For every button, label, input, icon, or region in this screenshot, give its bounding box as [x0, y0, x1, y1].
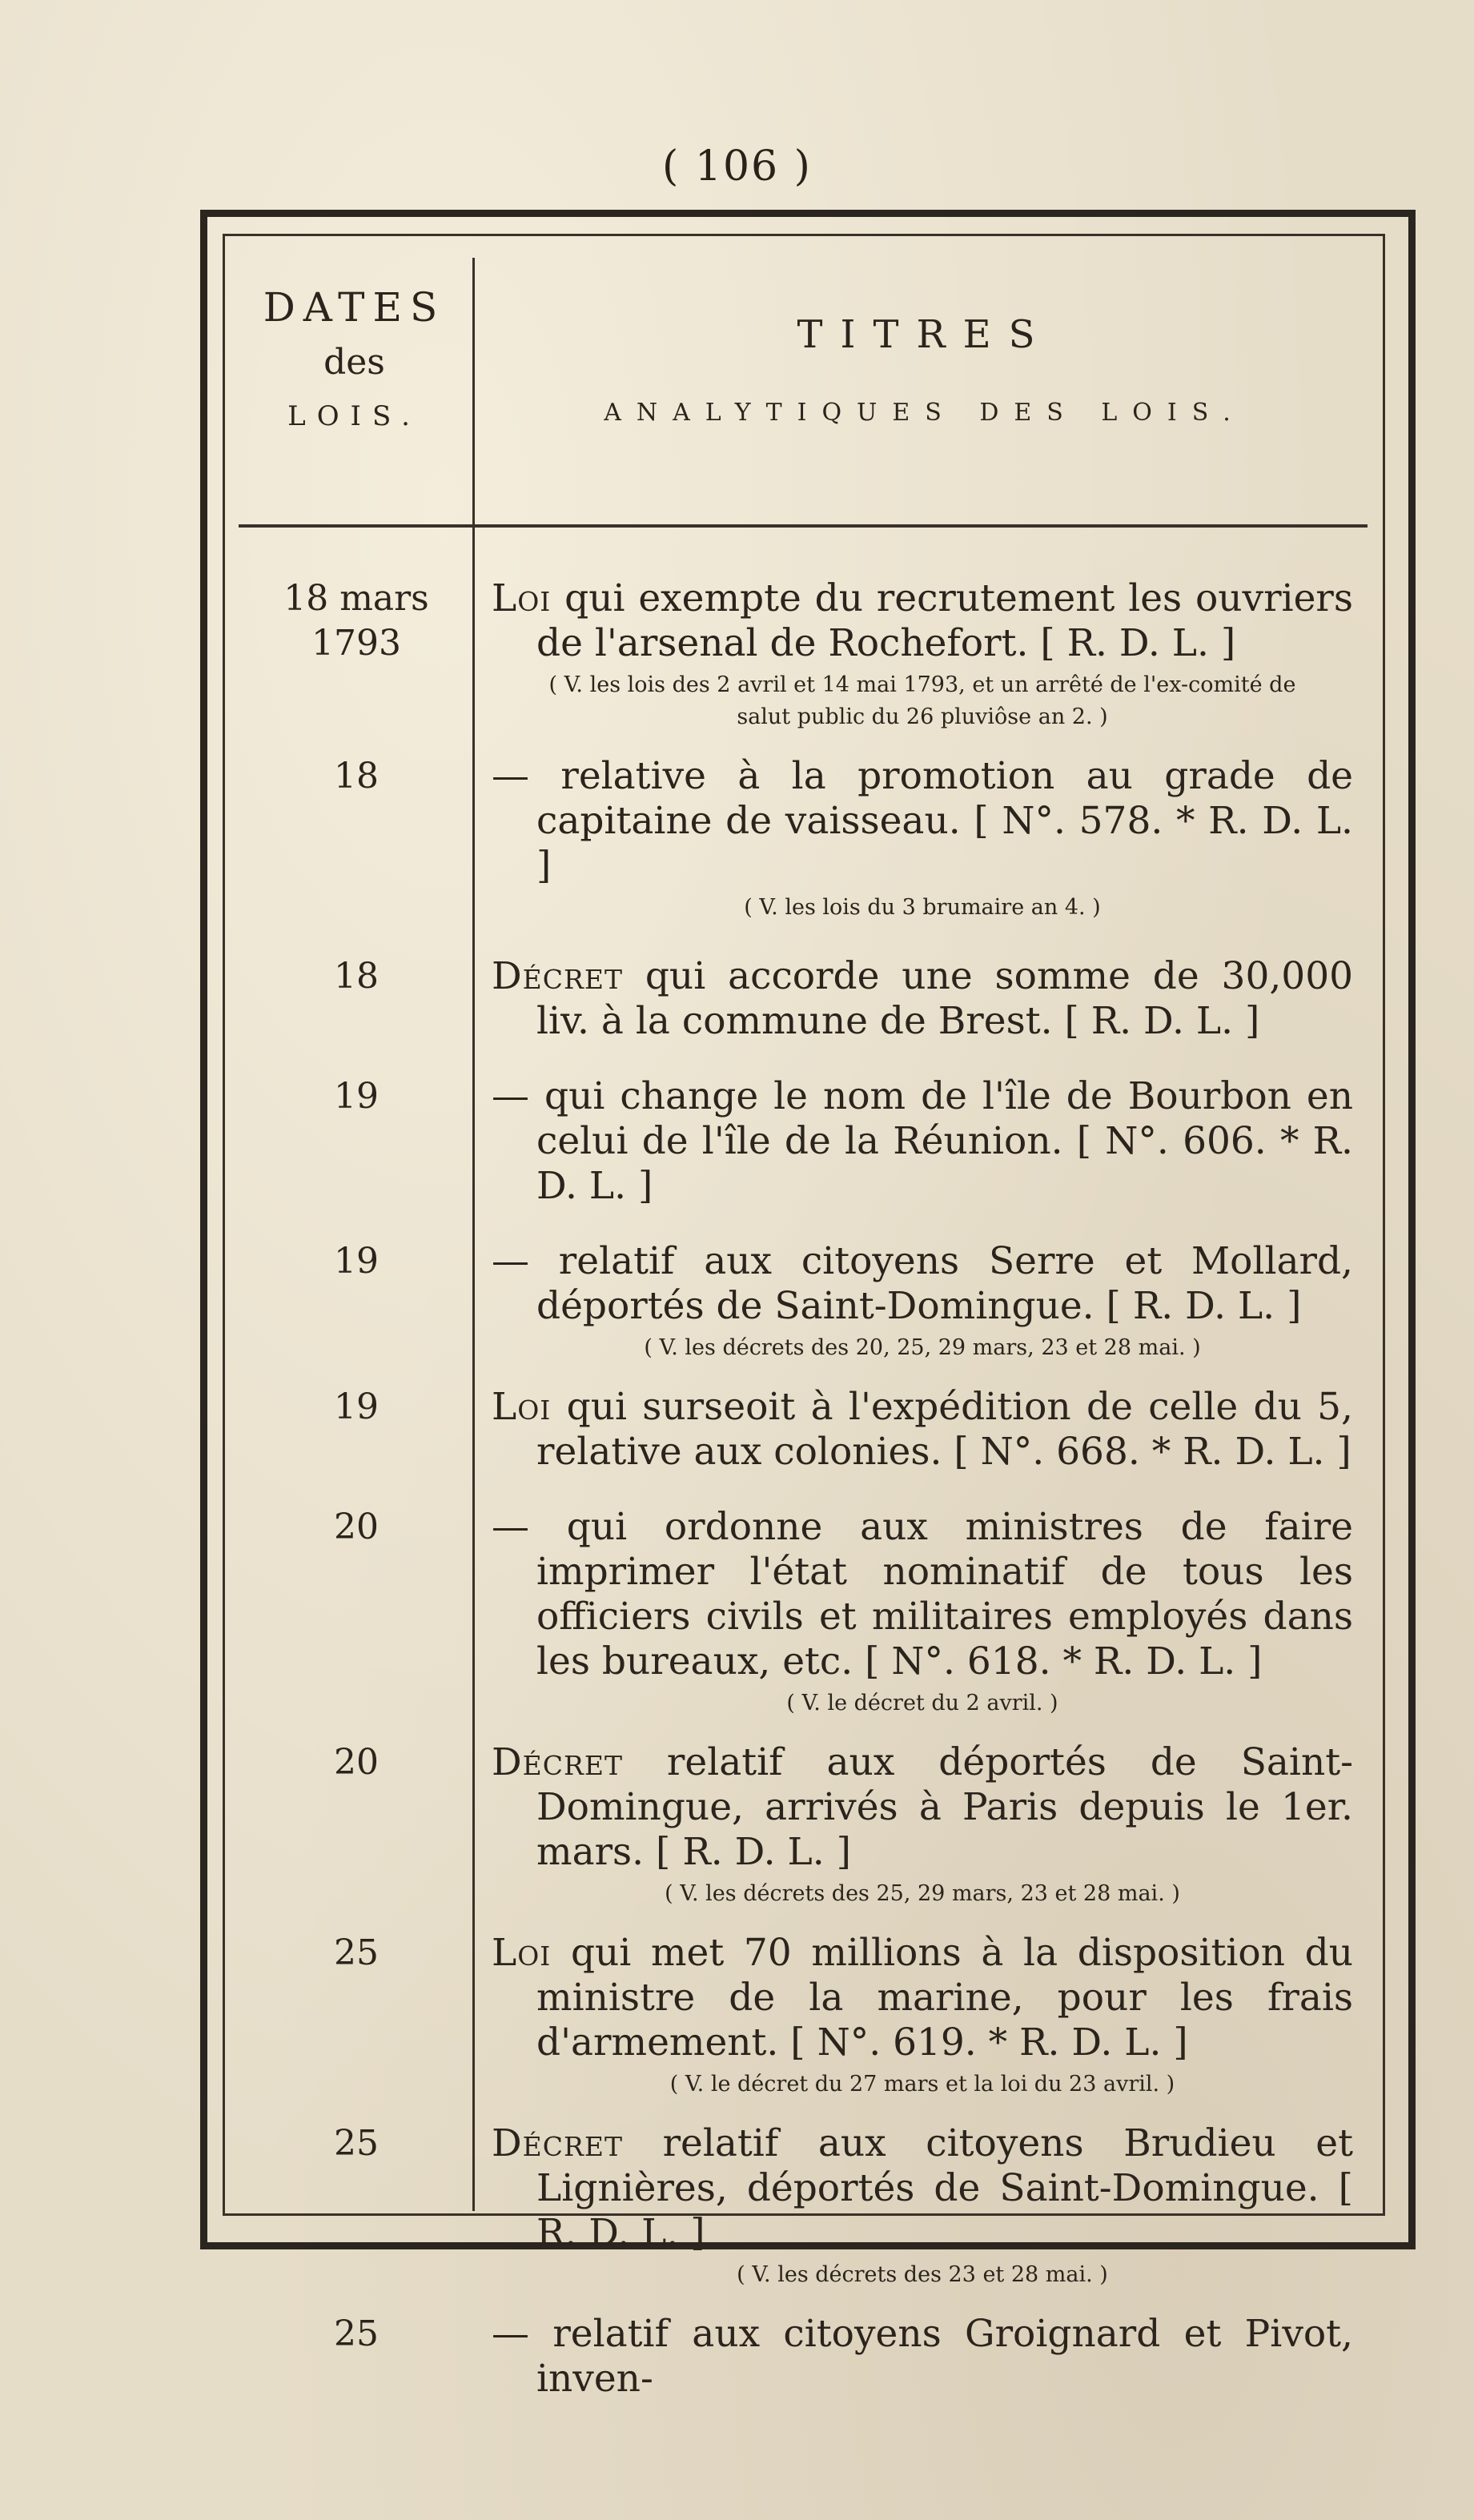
- date-day: 20: [334, 1507, 379, 1547]
- entry-body: qui exempte du recrutement les ouvriers de l'arsenal de Rochefort. [ R. D. L. ]: [536, 576, 1353, 665]
- header-des: des: [323, 342, 385, 383]
- law-entry: [240, 1740, 1369, 1910]
- dates-column-header: [240, 284, 468, 432]
- law-entry: [240, 1239, 1369, 1364]
- date-day: 19: [334, 1241, 379, 1282]
- entry-note: ( V. le décret du 27 mars et la loi du 23 avril. ): [669, 2072, 1175, 2097]
- entry-body: — qui change le nom de l'île de Bourbon en celui de l'île de la Réunion. [ N°. 606. * R. D. L. ]: [492, 1074, 1353, 1208]
- entry-date: [240, 2312, 472, 2402]
- entry-title: [472, 1239, 1353, 1364]
- date-day-month: 18 mars: [283, 578, 429, 619]
- titles-column-header: [480, 312, 1369, 427]
- entry-title: [472, 1505, 1353, 1719]
- date-day: 25: [334, 1932, 379, 1973]
- entry-date: [240, 576, 472, 733]
- entry-title: [472, 1074, 1353, 1209]
- entry-text: [492, 1740, 1353, 1875]
- entry-date: [240, 754, 472, 924]
- date-day: 19: [334, 1076, 379, 1117]
- entry-date: [240, 954, 472, 1044]
- entry-lead: Loi: [492, 1931, 552, 1975]
- entry-text: [492, 1239, 1353, 1329]
- entry-body: qui met 70 millions à la disposition du ministre de la marine, pour les frais d'armement. [ N°. 619. * R. D. L. ]: [536, 1931, 1353, 2065]
- law-entry: [240, 2312, 1369, 2402]
- entry-body: — qui ordonne aux ministres de faire imprimer l'état nominatif de tous les officiers civils et militaires employés dans les bureaux, etc. [ N°. 618. * R. D. L. ]: [492, 1505, 1353, 1683]
- entry-text: [492, 1931, 1353, 2065]
- entry-text: [492, 2121, 1353, 2256]
- date-day: 25: [334, 2313, 379, 2354]
- entry-body: relatif aux déportés de Saint-Domingue, arrivés à Paris depuis le 1er. mars. [ R. D. L. ]: [536, 1740, 1353, 1874]
- entry-body: — relative à la promotion au grade de capitaine de vaisseau. [ N°. 578. * R. D. L. ]: [492, 754, 1353, 888]
- entry-title: [472, 1931, 1353, 2101]
- entry-note: ( V. les décrets des 25, 29 mars, 23 et 28 mai. ): [665, 1881, 1180, 1906]
- entry-title: [472, 2312, 1353, 2402]
- law-entry: [240, 2121, 1369, 2291]
- entry-body: — relatif aux citoyens Groignard et Pivot, inven-: [492, 2312, 1353, 2401]
- entry-text: [492, 954, 1353, 1044]
- entry-title: [472, 954, 1353, 1044]
- entry-date: [240, 1505, 472, 1719]
- entry-text: [492, 1074, 1353, 1209]
- header-lois: LOIS.: [287, 400, 421, 432]
- entry-title: [472, 1385, 1353, 1475]
- entry-note: ( V. les décrets des 20, 25, 29 mars, 23 et 28 mai. ): [644, 1335, 1201, 1360]
- entry-title: [472, 576, 1353, 733]
- entry-date: [240, 1239, 472, 1364]
- law-entry: [240, 1385, 1369, 1475]
- date-day: 19: [334, 1386, 379, 1427]
- header-divider: [239, 524, 1368, 528]
- law-entries-list: [240, 576, 1369, 2402]
- law-entry: [240, 576, 1369, 733]
- entry-body: qui accorde une somme de 30,000 liv. à la commune de Brest. [ R. D. L. ]: [536, 954, 1353, 1043]
- entry-text: [492, 1505, 1353, 1684]
- entry-note: ( V. le décret du 2 avril. ): [786, 1691, 1058, 1715]
- entry-body: — relatif aux citoyens Serre et Mollard, déportés de Saint-Domingue. [ R. D. L. ]: [492, 1239, 1353, 1328]
- law-entry: [240, 1931, 1369, 2101]
- entry-lead: Décret: [492, 954, 623, 998]
- entry-lead: Décret: [492, 1740, 623, 1784]
- date-day: 25: [334, 2123, 379, 2164]
- date-day: 20: [334, 1742, 379, 1783]
- entry-date: [240, 2121, 472, 2291]
- law-entry: [240, 1074, 1369, 1209]
- date-year: 1793: [311, 623, 401, 664]
- entry-lead: Décret: [492, 2121, 623, 2165]
- entry-title: [472, 754, 1353, 924]
- entry-body: relatif aux citoyens Brudieu et Lignières, déportés de Saint-Domingue. [ R. D. L. ]: [536, 2121, 1353, 2255]
- law-entry: [240, 754, 1369, 924]
- entry-lead: Loi: [492, 576, 552, 620]
- header-dates: DATES: [263, 284, 446, 331]
- entry-text: [492, 1385, 1353, 1475]
- law-entry: [240, 1505, 1369, 1719]
- page-number: ( 106 ): [662, 142, 812, 191]
- entry-note: ( V. les lois des 2 avril et 14 mai 1793, et un arrêté de l'ex-comité de salut public du 26 pluviôse an 2. ): [548, 672, 1296, 729]
- header-titres: TITRES: [797, 312, 1053, 357]
- entry-text: [492, 2312, 1353, 2402]
- entry-note: ( V. les lois du 3 brumaire an 4. ): [744, 895, 1101, 920]
- entry-date: [240, 1931, 472, 2101]
- entry-lead: Loi: [492, 1385, 552, 1429]
- date-day: 18: [334, 956, 379, 997]
- entry-text: [492, 754, 1353, 889]
- entry-date: [240, 1074, 472, 1209]
- entry-text: [492, 576, 1353, 666]
- entry-title: [472, 2121, 1353, 2291]
- date-day: 18: [334, 756, 379, 797]
- entry-title: [472, 1740, 1353, 1910]
- header-analytiques: ANALYTIQUES DES LOIS.: [604, 399, 1246, 427]
- entry-date: [240, 1385, 472, 1475]
- law-entry: [240, 954, 1369, 1044]
- entry-note: ( V. les décrets des 23 et 28 mai. ): [737, 2262, 1108, 2287]
- entry-date: [240, 1740, 472, 1910]
- entry-body: qui surseoit à l'expédition de celle du 5, relative aux colonies. [ N°. 668. * R. D. L. ]: [536, 1385, 1353, 1474]
